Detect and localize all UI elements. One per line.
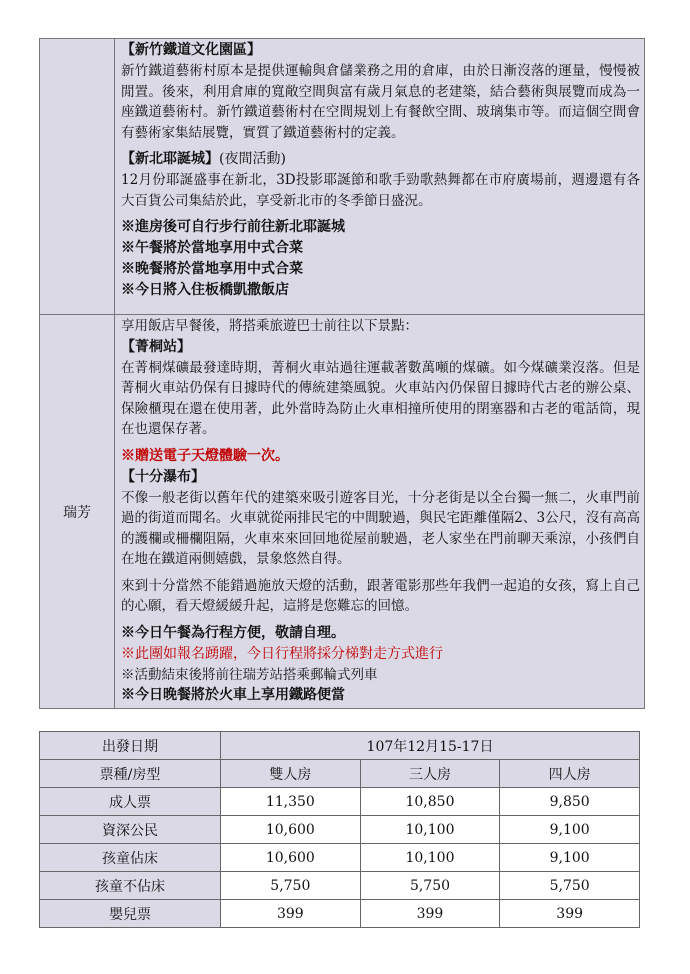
pricing-date-row xyxy=(40,732,640,760)
col-double: 雙人房 xyxy=(221,760,361,788)
day2-note-train: ※活動結束後將前往瑞芳站搭乘郵輪式列車 xyxy=(121,666,378,683)
row-label: 嬰兒票 xyxy=(40,900,221,928)
jingtong-text: 在菁桐煤礦最發達時期，菁桐火車站過往運載著數萬噸的煤礦。如今煤礦業沒落。但是菁桐火車站仍保有日據時代的傳統建築風貌。火車站內仍保留日據時代古老的辦公桌、保險櫃現在還在使用著，此外當時為防止火車相撞所使用的閉塞器和古老的電話筒，現在也還保存著。 xyxy=(121,359,640,437)
pricing-table xyxy=(39,731,640,928)
lantern-gift-note: ※贈送電子天燈體驗一次。 xyxy=(121,447,289,464)
price-cell: 10,600 xyxy=(221,816,361,844)
price-cell: 10,100 xyxy=(360,844,500,872)
day2-note-lunch: ※今日午餐為行程方便，敬請自理。 xyxy=(121,624,345,641)
col-quad: 四人房 xyxy=(500,760,640,788)
day1-note-2: ※午餐將於當地享用中式合菜 xyxy=(121,240,303,256)
day1-note-3: ※晚餐將於當地享用中式合菜 xyxy=(121,261,303,277)
row-label: 成人票 xyxy=(40,788,221,816)
day2-intro: 享用飯店早餐後，將搭乘旅遊巴士前往以下景點： xyxy=(121,318,418,334)
day2-note-dinner: ※今日晚餐將於火車上享用鐵路便當 xyxy=(121,687,345,703)
price-cell: 5,750 xyxy=(221,872,361,900)
price-cell: 399 xyxy=(221,900,361,928)
pricing-header-row xyxy=(40,760,640,788)
hsinchu-title: 【新竹鐵道文化園區】 xyxy=(121,42,261,58)
day2-content xyxy=(115,315,645,709)
price-row-adult xyxy=(40,788,640,816)
itinerary-day2-row xyxy=(40,315,645,709)
date-label: 出發日期 xyxy=(40,732,221,760)
price-cell: 9,100 xyxy=(500,844,640,872)
xmas-title: 【新北耶誕城】 xyxy=(121,151,219,167)
xmas-heading xyxy=(121,149,640,170)
shifen-text: 不像一般老街以舊年代的建築來吸引遊客目光，十分老街是以全台獨一無二，火車門前過的街道而聞名。火車就從兩排民宅的中間駛過，與民宅距離僅隔2、3公尺，沒有高高的護欄或柵欄阻隔，火車來來回回地從屋前駛過，老人家坐在門前聊天乘涼，小孩們自在地在鐵道兩側嬉戲，景象悠然自得。 xyxy=(121,489,640,567)
price-cell: 11,350 xyxy=(221,788,361,816)
day2-note-split: ※此團如報名踴躍，今日行程將採分梯對走方式進行 xyxy=(121,645,443,662)
date-value: 107年12月15-17日 xyxy=(221,732,640,760)
day1-note-4: ※今日將入住板橋凱撒飯店 xyxy=(121,282,289,298)
row-label: 孩童佔床 xyxy=(40,844,221,872)
price-row-senior xyxy=(40,816,640,844)
price-cell: 399 xyxy=(360,900,500,928)
day1-content xyxy=(115,39,645,315)
xmas-subtitle: (夜間活動) xyxy=(219,151,286,167)
price-row-child-nobed xyxy=(40,872,640,900)
price-cell: 10,850 xyxy=(360,788,500,816)
price-cell: 10,100 xyxy=(360,816,500,844)
row-label: 孩童不佔床 xyxy=(40,872,221,900)
price-row-child-bed xyxy=(40,844,640,872)
type-label: 票種/房型 xyxy=(40,760,221,788)
price-cell: 9,100 xyxy=(500,816,640,844)
price-cell: 399 xyxy=(500,900,640,928)
itinerary-table xyxy=(39,38,645,709)
row-label: 資深公民 xyxy=(40,816,221,844)
hsinchu-text: 新竹鐵道藝術村原本是提供運輸與倉儲業務之用的倉庫，由於日漸沒落的運量，慢慢被閒置。後來，利用倉庫的寬敞空間與富有歲月氣息的老建築，結合藝術與展覽而成為一座鐵道藝術村。新竹鐵道藝術村在空間規划上有餐飲空間、玻璃集市等。而這個空間會有藝術家集結展覽，實質了鐵道藝術村的定義。 xyxy=(121,63,640,141)
shifen-text-2: 來到十分當然不能錯過施放天燈的活動，跟著電影那些年我們一起追的女孩，寫上自己的心願，看天燈緩緩升起，這將是您難忘的回憶。 xyxy=(121,577,640,614)
day2-location: 瑞芳 xyxy=(40,315,115,709)
price-cell: 10,600 xyxy=(221,844,361,872)
itinerary-day1-row xyxy=(40,39,645,315)
day1-note-1: ※進房後可自行步行前往新北耶誕城 xyxy=(121,219,345,235)
xmas-text: 12月份耶誕盛事在新北，3D投影耶誕節和歌手勁歌熱舞都在市府廣場前，週邊還有各大百貨公司集結於此，享受新北市的冬季節日盛況。 xyxy=(121,172,640,209)
price-cell: 5,750 xyxy=(360,872,500,900)
jingtong-title: 【菁桐站】 xyxy=(121,338,191,355)
day1-location xyxy=(40,39,115,315)
price-row-infant xyxy=(40,900,640,928)
price-cell: 9,850 xyxy=(500,788,640,816)
shifen-title: 【十分瀑布】 xyxy=(121,468,205,485)
price-cell: 5,750 xyxy=(500,872,640,900)
col-triple: 三人房 xyxy=(360,760,500,788)
